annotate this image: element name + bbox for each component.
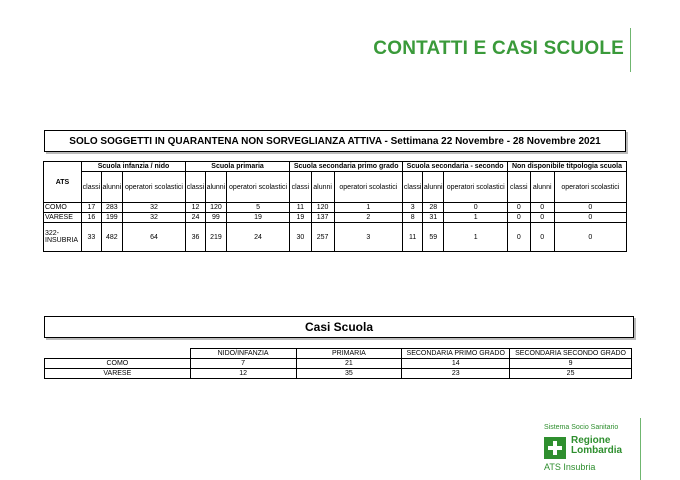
table-cell: 120	[311, 203, 334, 213]
table-row	[44, 213, 627, 223]
row-label: VARESE	[44, 213, 82, 223]
table-cell: 23	[402, 369, 510, 379]
table-cell: 0	[554, 203, 626, 213]
table-cell: 257	[311, 223, 334, 252]
row-label: 322-INSUBRIA	[44, 223, 82, 252]
logo-name-line1: Regione	[571, 435, 611, 446]
table-cell: 24	[226, 223, 289, 252]
lombardia-cross-icon	[544, 437, 566, 459]
table-cell: 19	[290, 213, 312, 223]
table-cell: 28	[423, 203, 444, 213]
table-cell: 99	[205, 213, 226, 223]
casi-header: SECONDARIA SECONDO GRADO	[510, 349, 632, 359]
table-row	[45, 359, 632, 369]
casi-header: NIDO/INFANZIA	[190, 349, 296, 359]
row-label: VARESE	[45, 369, 191, 379]
table-cell: 33	[82, 223, 102, 252]
table-cell: 0	[530, 223, 554, 252]
table-cell: 0	[507, 203, 530, 213]
table-cell: 64	[122, 223, 185, 252]
subheader-cell: classi	[186, 172, 206, 203]
logo-system-text: Sistema Socio Sanitario	[544, 424, 619, 431]
subheader-cell: operatori scolastici	[122, 172, 185, 203]
row-label: COMO	[44, 203, 82, 213]
subheader-cell: classi	[290, 172, 312, 203]
table-cell: 5	[226, 203, 289, 213]
table-row	[44, 223, 627, 252]
subheader-cell: classi	[403, 172, 423, 203]
table-cell: 0	[530, 203, 554, 213]
casi-empty-corner	[45, 349, 191, 359]
logo-name	[571, 436, 622, 456]
table-cell: 32	[122, 203, 185, 213]
table-cell: 219	[205, 223, 226, 252]
table-cell: 12	[186, 203, 206, 213]
table-cell: 36	[186, 223, 206, 252]
subheader-cell: classi	[82, 172, 102, 203]
table-cell: 199	[101, 213, 122, 223]
group-header: Non disponibile titpologia scuola	[507, 162, 626, 172]
table-cell: 11	[290, 203, 312, 213]
subheader-cell: alunni	[101, 172, 122, 203]
ats-header: ATS	[44, 162, 82, 203]
table-cell: 120	[205, 203, 226, 213]
title-divider	[630, 28, 631, 72]
group-header: Scuola primaria	[186, 162, 290, 172]
table-cell: 24	[186, 213, 206, 223]
table-cell: 1	[444, 213, 508, 223]
table-cell: 3	[334, 223, 403, 252]
casi-header: SECONDARIA PRIMO GRADO	[402, 349, 510, 359]
table-cell: 19	[226, 213, 289, 223]
subheader-cell: operatori scolastici	[554, 172, 626, 203]
table-cell: 30	[290, 223, 312, 252]
table-cell: 2	[334, 213, 403, 223]
casi-table	[44, 348, 632, 379]
table-cell: 0	[530, 213, 554, 223]
subheader-row	[44, 172, 627, 203]
group-header: Scuola infanzia / nido	[82, 162, 186, 172]
table-cell: 59	[423, 223, 444, 252]
table-cell: 35	[296, 369, 402, 379]
table-cell: 0	[554, 223, 626, 252]
logo-divider	[640, 418, 641, 480]
subheader-cell: operatori scolastici	[334, 172, 403, 203]
page-title: CONTATTI E CASI SCUOLE	[373, 38, 624, 59]
subheader-cell: alunni	[423, 172, 444, 203]
subheader-cell: alunni	[311, 172, 334, 203]
subheader-cell: operatori scolastici	[444, 172, 508, 203]
group-header: Scuola secondaria primo grado	[290, 162, 403, 172]
quarantine-table	[43, 161, 627, 252]
table-row	[44, 203, 627, 213]
table-cell: 8	[403, 213, 423, 223]
table-cell: 0	[554, 213, 626, 223]
group-header: Scuola secondaria - secondo	[403, 162, 508, 172]
table-cell: 482	[101, 223, 122, 252]
table-cell: 1	[334, 203, 403, 213]
subheader-cell: operatori scolastici	[226, 172, 289, 203]
logo-ats-text: ATS Insubria	[544, 462, 596, 472]
table-cell: 283	[101, 203, 122, 213]
row-label: COMO	[45, 359, 191, 369]
table-cell: 1	[444, 223, 508, 252]
casi-header: PRIMARIA	[296, 349, 402, 359]
subheader-cell: alunni	[205, 172, 226, 203]
table-cell: 9	[510, 359, 632, 369]
table-row	[45, 369, 632, 379]
table-cell: 137	[311, 213, 334, 223]
table-cell: 17	[82, 203, 102, 213]
table-cell: 31	[423, 213, 444, 223]
casi-scuola-title: Casi Scuola	[44, 316, 634, 338]
regione-lombardia-logo	[544, 424, 644, 480]
logo-name-line2: Lombardia	[571, 445, 623, 456]
table-cell: 11	[403, 223, 423, 252]
table-cell: 0	[507, 213, 530, 223]
table-cell: 3	[403, 203, 423, 213]
table-cell: 12	[190, 369, 296, 379]
table-cell: 16	[82, 213, 102, 223]
subheader-cell: alunni	[530, 172, 554, 203]
table-cell: 7	[190, 359, 296, 369]
subheader-cell: classi	[507, 172, 530, 203]
table-cell: 0	[507, 223, 530, 252]
table-cell: 14	[402, 359, 510, 369]
quarantine-box-title: SOLO SOGGETTI IN QUARANTENA NON SORVEGLIANZA ATTIVA - Settimana 22 Novembre - 28 Novembre 2021	[44, 130, 626, 152]
table-cell: 25	[510, 369, 632, 379]
table-cell: 32	[122, 213, 185, 223]
table-cell: 0	[444, 203, 508, 213]
table-cell: 21	[296, 359, 402, 369]
